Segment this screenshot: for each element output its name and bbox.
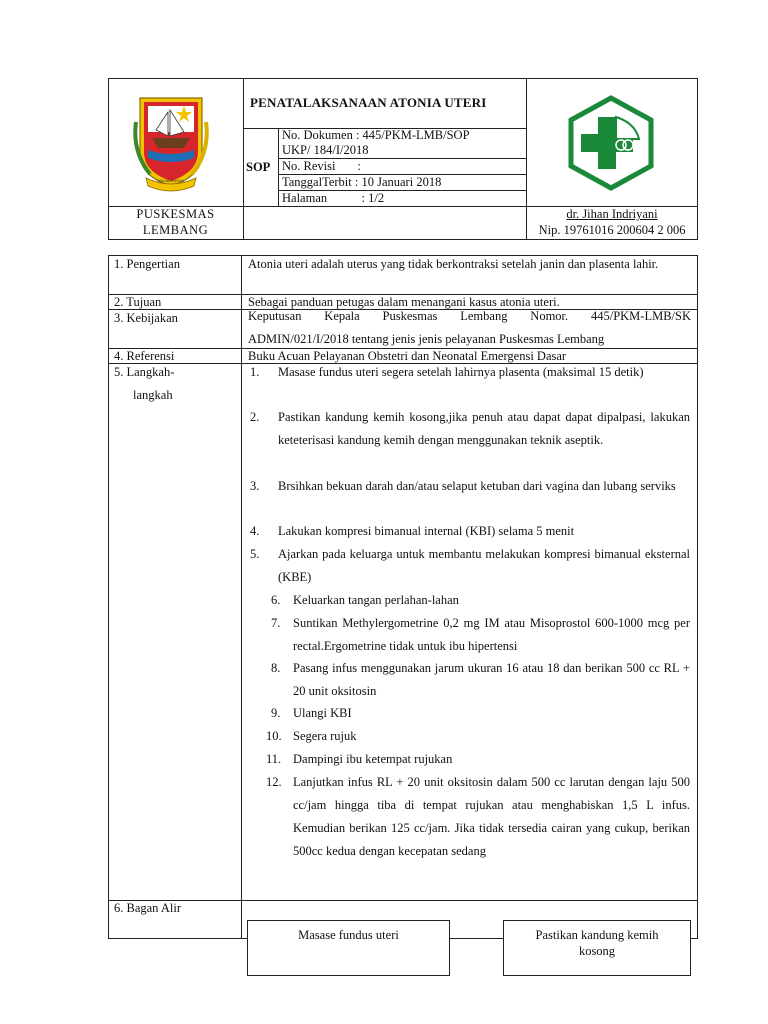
row-sep-bagan [108, 900, 698, 901]
step-text: Pasang infus menggunakan jarum ukuran 16 atau 18 dan berikan 500 cc RL + 20 unit oksitosin [293, 661, 690, 698]
flow-box-kandung-kemih: Pastikan kandung kemih kosong [503, 920, 691, 976]
step-number: 8. [271, 661, 281, 675]
step-number: 3. [250, 479, 260, 493]
kebijakan-text: Keputusan Kepala Puskesmas Lembang Nomor. 445/PKM-LMB/SK ADMIN/021/I/2018 tentang jenis jenis pelayanan Puskesmas Lembang [248, 309, 691, 346]
issue-date-row: TanggalTerbit : 10 Januari 2018 [282, 175, 442, 189]
step-text: Ajarkan pada keluarga untuk membantu melakukan kompresi bimanual eksternal (KBE) [278, 547, 690, 584]
regency-seal-icon [126, 92, 216, 192]
step-text: Dampingi ibu ketempat rujukan [293, 752, 453, 766]
signer-nip: Nip. 19761016 200604 2 006 [538, 223, 686, 237]
sop-label: SOP [246, 160, 271, 174]
signer-name: dr. Jihan Indriyani [566, 207, 658, 221]
step-number: 10. [266, 729, 282, 743]
label-tujuan: 2. Tujuan [114, 295, 162, 309]
step-text: Lakukan kompresi bimanual internal (KBI) selama 5 menit [278, 524, 575, 538]
org-name-line1: PUSKESMAS [136, 207, 215, 221]
step-number: 11. [266, 752, 282, 766]
step-number: 1. [250, 365, 260, 379]
step-number: 2. [250, 410, 260, 424]
step-number: 6. [271, 593, 281, 607]
tujuan-text: Sebagai panduan petugas dalam menangani kasus atonia uteri. [248, 295, 560, 309]
step-number: 12. [266, 775, 282, 789]
label-langkah-line2: langkah [133, 388, 173, 402]
doc-number-line1: No. Dokumen : 445/PKM-LMB/SOP [282, 128, 470, 142]
org-name-line2: LEMBANG [142, 223, 209, 237]
step-text: Pastikan kandung kemih kosong,jika penuh atau dapat dapat dipalpasi, lakukan keteterisasi kandung kemih dengan menggunakan teknik aseptik. [278, 410, 690, 447]
label-pengertian: 1. Pengertian [114, 257, 180, 271]
step-text: Brsihkan bekuan darah dan/atau selaput ketuban dari vagina dan lubang serviks [278, 479, 676, 493]
body-label-divider [241, 255, 242, 939]
label-referensi: 4. Referensi [114, 349, 175, 363]
page-row: Halaman : 1/2 [282, 191, 385, 205]
doc-number-line2: UKP/ 184/I/2018 [282, 143, 369, 157]
step-number: 7. [271, 616, 281, 630]
step-text: Keluarkan tangan perlahan-lahan [293, 593, 459, 607]
puskesmas-logo-icon [563, 95, 659, 191]
pengertian-text: Atonia uteri adalah uterus yang tidak berkontraksi setelah janin dan plasenta lahir. [248, 257, 659, 271]
step-text: Segera rujuk [293, 729, 357, 743]
document-title: PENATALAKSANAAN ATONIA UTERI [250, 95, 487, 110]
step-number: 9. [271, 706, 281, 720]
label-kebijakan: 3. Kebijakan [114, 311, 178, 325]
sop-divider [278, 128, 279, 206]
header-divider-left [243, 78, 244, 240]
step-text: Ulangi KBI [293, 706, 352, 720]
step-number: 4. [250, 524, 260, 538]
step-number: 5. [250, 547, 260, 561]
label-bagan-alir: 6. Bagan Alir [114, 901, 182, 915]
label-langkah-line1: 5. Langkah- [114, 365, 175, 379]
step-text: Suntikan Methylergometrine 0,2 mg IM atau Misoprostol 600-1000 mcg per rectal.Ergometrine tidak untuk ibu hipertensi [293, 616, 690, 653]
referensi-text: Buku Acuan Pelayanan Obstetri dan Neonatal Emergensi Dasar [248, 349, 567, 363]
flow-box-masase: Masase fundus uteri [247, 920, 450, 976]
step-text: Masase fundus uteri segera setelah lahirnya plasenta (maksimal 15 detik) [278, 365, 644, 379]
step-text: Lanjutkan infus RL + 20 unit oksitosin dalam 500 cc larutan dengan laju 500 cc/jam hingga tiba di tempat rujukan atau menghabiskan 1,5 L infus. Kemudian berikan 125 cc/jam. Jika tidak tersedia cairan yang cukup, berikan 500cc kedua dengan kecepatan sedang [293, 775, 690, 858]
seal-ribbon-text: MAJALENGKA [157, 178, 185, 183]
revision-row: No. Revisi : [282, 159, 361, 173]
